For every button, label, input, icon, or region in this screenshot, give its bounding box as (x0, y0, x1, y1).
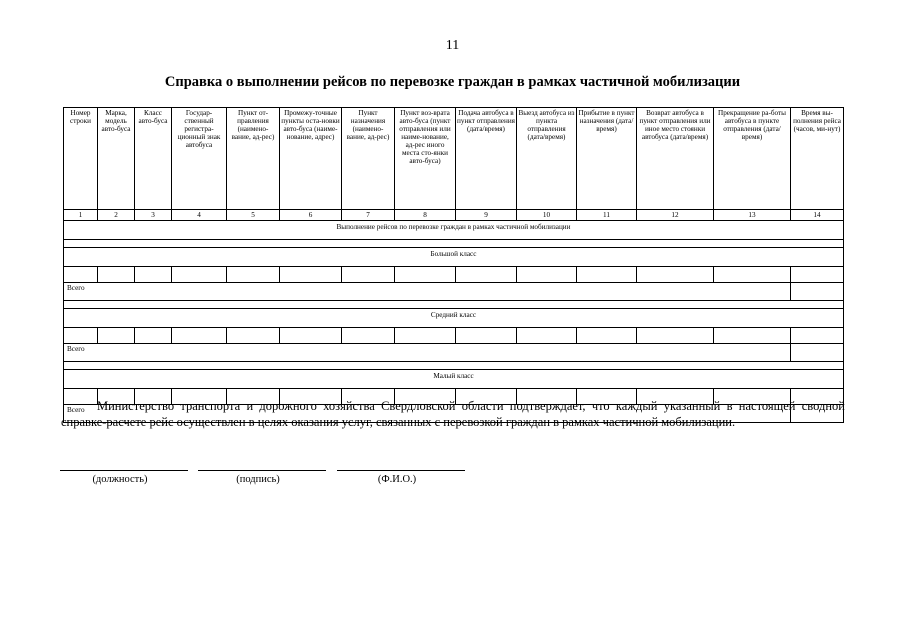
total-label: Всего (64, 405, 791, 423)
column-number: 6 (280, 210, 342, 221)
name-line[interactable] (337, 470, 465, 471)
data-cell[interactable] (456, 328, 517, 344)
column-number: 4 (172, 210, 227, 221)
spacer-cell (64, 240, 844, 248)
data-cell[interactable] (135, 267, 172, 283)
class-row-medium (64, 309, 844, 328)
name-label: (Ф.И.О.) (377, 474, 417, 485)
position-label: (должность) (92, 474, 148, 485)
data-cell[interactable] (456, 267, 517, 283)
column-header: Государ-ственный регистра-ционный знак автобуса (172, 108, 227, 210)
column-header: Возврат автобуса в пункт отправления или иное место стоянки автобуса (дата/время) (637, 108, 714, 210)
class-label: Малый класс (64, 370, 844, 389)
column-header: Марка, модель авто-буса (98, 108, 135, 210)
column-header: Класс авто-буса (135, 108, 172, 210)
data-row (64, 328, 844, 344)
class-label: Средний класс (64, 309, 844, 328)
data-cell[interactable] (172, 328, 227, 344)
data-cell[interactable] (98, 328, 135, 344)
total-label: Всего (64, 283, 791, 301)
signature-label: (подпись) (236, 474, 280, 485)
column-header: Прекращение ра-боты автобуса в пункте отправления (дата/время) (714, 108, 791, 210)
column-header: Пункт назначения (наимено-вание, ад-рес) (342, 108, 395, 210)
header-row (64, 108, 844, 210)
data-cell[interactable] (637, 328, 714, 344)
data-cell[interactable] (577, 328, 637, 344)
data-cell[interactable] (172, 267, 227, 283)
column-header: Пункт от-правления (наимено-вание, ад-рес) (227, 108, 280, 210)
column-number: 5 (227, 210, 280, 221)
data-cell[interactable] (342, 267, 395, 283)
column-number: 13 (714, 210, 791, 221)
spacer-row (64, 301, 844, 309)
data-cell[interactable] (64, 328, 98, 344)
column-number: 7 (342, 210, 395, 221)
data-cell[interactable] (64, 267, 98, 283)
column-number-row (64, 210, 844, 221)
data-cell[interactable] (637, 267, 714, 283)
data-cell[interactable] (227, 267, 280, 283)
column-header: Выезд автобуса из пункта отправления (дата/время) (517, 108, 577, 210)
column-header: Пункт воз-врата авто-буса (пункт отправления или наиме-нование, ад-рес иного места сто-янки авто-буса) (395, 108, 456, 210)
total-value-cell[interactable] (791, 283, 844, 301)
signature-line[interactable] (198, 470, 326, 471)
total-value-cell[interactable] (791, 344, 844, 362)
data-cell[interactable] (395, 267, 456, 283)
data-cell[interactable] (227, 328, 280, 344)
class-row-large (64, 248, 844, 267)
total-label: Всего (64, 344, 791, 362)
data-cell[interactable] (517, 328, 577, 344)
class-row-small (64, 370, 844, 389)
column-number: 14 (791, 210, 844, 221)
data-cell[interactable] (791, 328, 844, 344)
column-header: Промежу-точные пункты оста-новки авто-буса (наиме-нование, адрес) (280, 108, 342, 210)
document-title: Справка о выполнении рейсов по перевозке граждан в рамках частичной мобилизации (164, 74, 741, 90)
data-cell[interactable] (342, 328, 395, 344)
column-number: 8 (395, 210, 456, 221)
column-header: Номер строки (64, 108, 98, 210)
spacer-cell (64, 301, 844, 309)
report-table (63, 107, 844, 423)
column-number: 1 (64, 210, 98, 221)
data-cell[interactable] (280, 328, 342, 344)
total-row (64, 344, 844, 362)
data-cell[interactable] (98, 267, 135, 283)
column-number: 12 (637, 210, 714, 221)
column-number: 11 (577, 210, 637, 221)
data-cell[interactable] (135, 328, 172, 344)
main-section-label: Выполнение рейсов по перевозке граждан в рамках частичной мобилизации (64, 221, 844, 240)
data-cell[interactable] (517, 267, 577, 283)
column-number: 10 (517, 210, 577, 221)
spacer-cell (64, 362, 844, 370)
spacer-row (64, 362, 844, 370)
class-label: Большой класс (64, 248, 844, 267)
column-header: Подача автобуса в пункт отправления (дата/время) (456, 108, 517, 210)
column-header: Время вы-полнения рейса (часов, ми-нут) (791, 108, 844, 210)
main-section-row (64, 221, 844, 240)
position-line[interactable] (60, 470, 188, 471)
page-number: 11 (445, 38, 460, 53)
column-number: 9 (456, 210, 517, 221)
column-number: 3 (135, 210, 172, 221)
spacer-row (64, 240, 844, 248)
total-row (64, 283, 844, 301)
data-cell[interactable] (577, 267, 637, 283)
data-row (64, 267, 844, 283)
data-cell[interactable] (395, 328, 456, 344)
data-cell[interactable] (714, 328, 791, 344)
column-header: Прибытие в пункт назначения (дата/время) (577, 108, 637, 210)
column-number: 2 (98, 210, 135, 221)
data-cell[interactable] (714, 267, 791, 283)
confirmation-text: Министерство транспорта и дорожного хозяйства Свердловской области подтверждает, что каждый указанный в настоящей сводной справке-расчете рейс осуществлен в целях оказания услуг, связанных с перевозкой граждан в рамках частичной мобилизации. (61, 399, 845, 429)
data-cell[interactable] (791, 267, 844, 283)
data-cell[interactable] (280, 267, 342, 283)
